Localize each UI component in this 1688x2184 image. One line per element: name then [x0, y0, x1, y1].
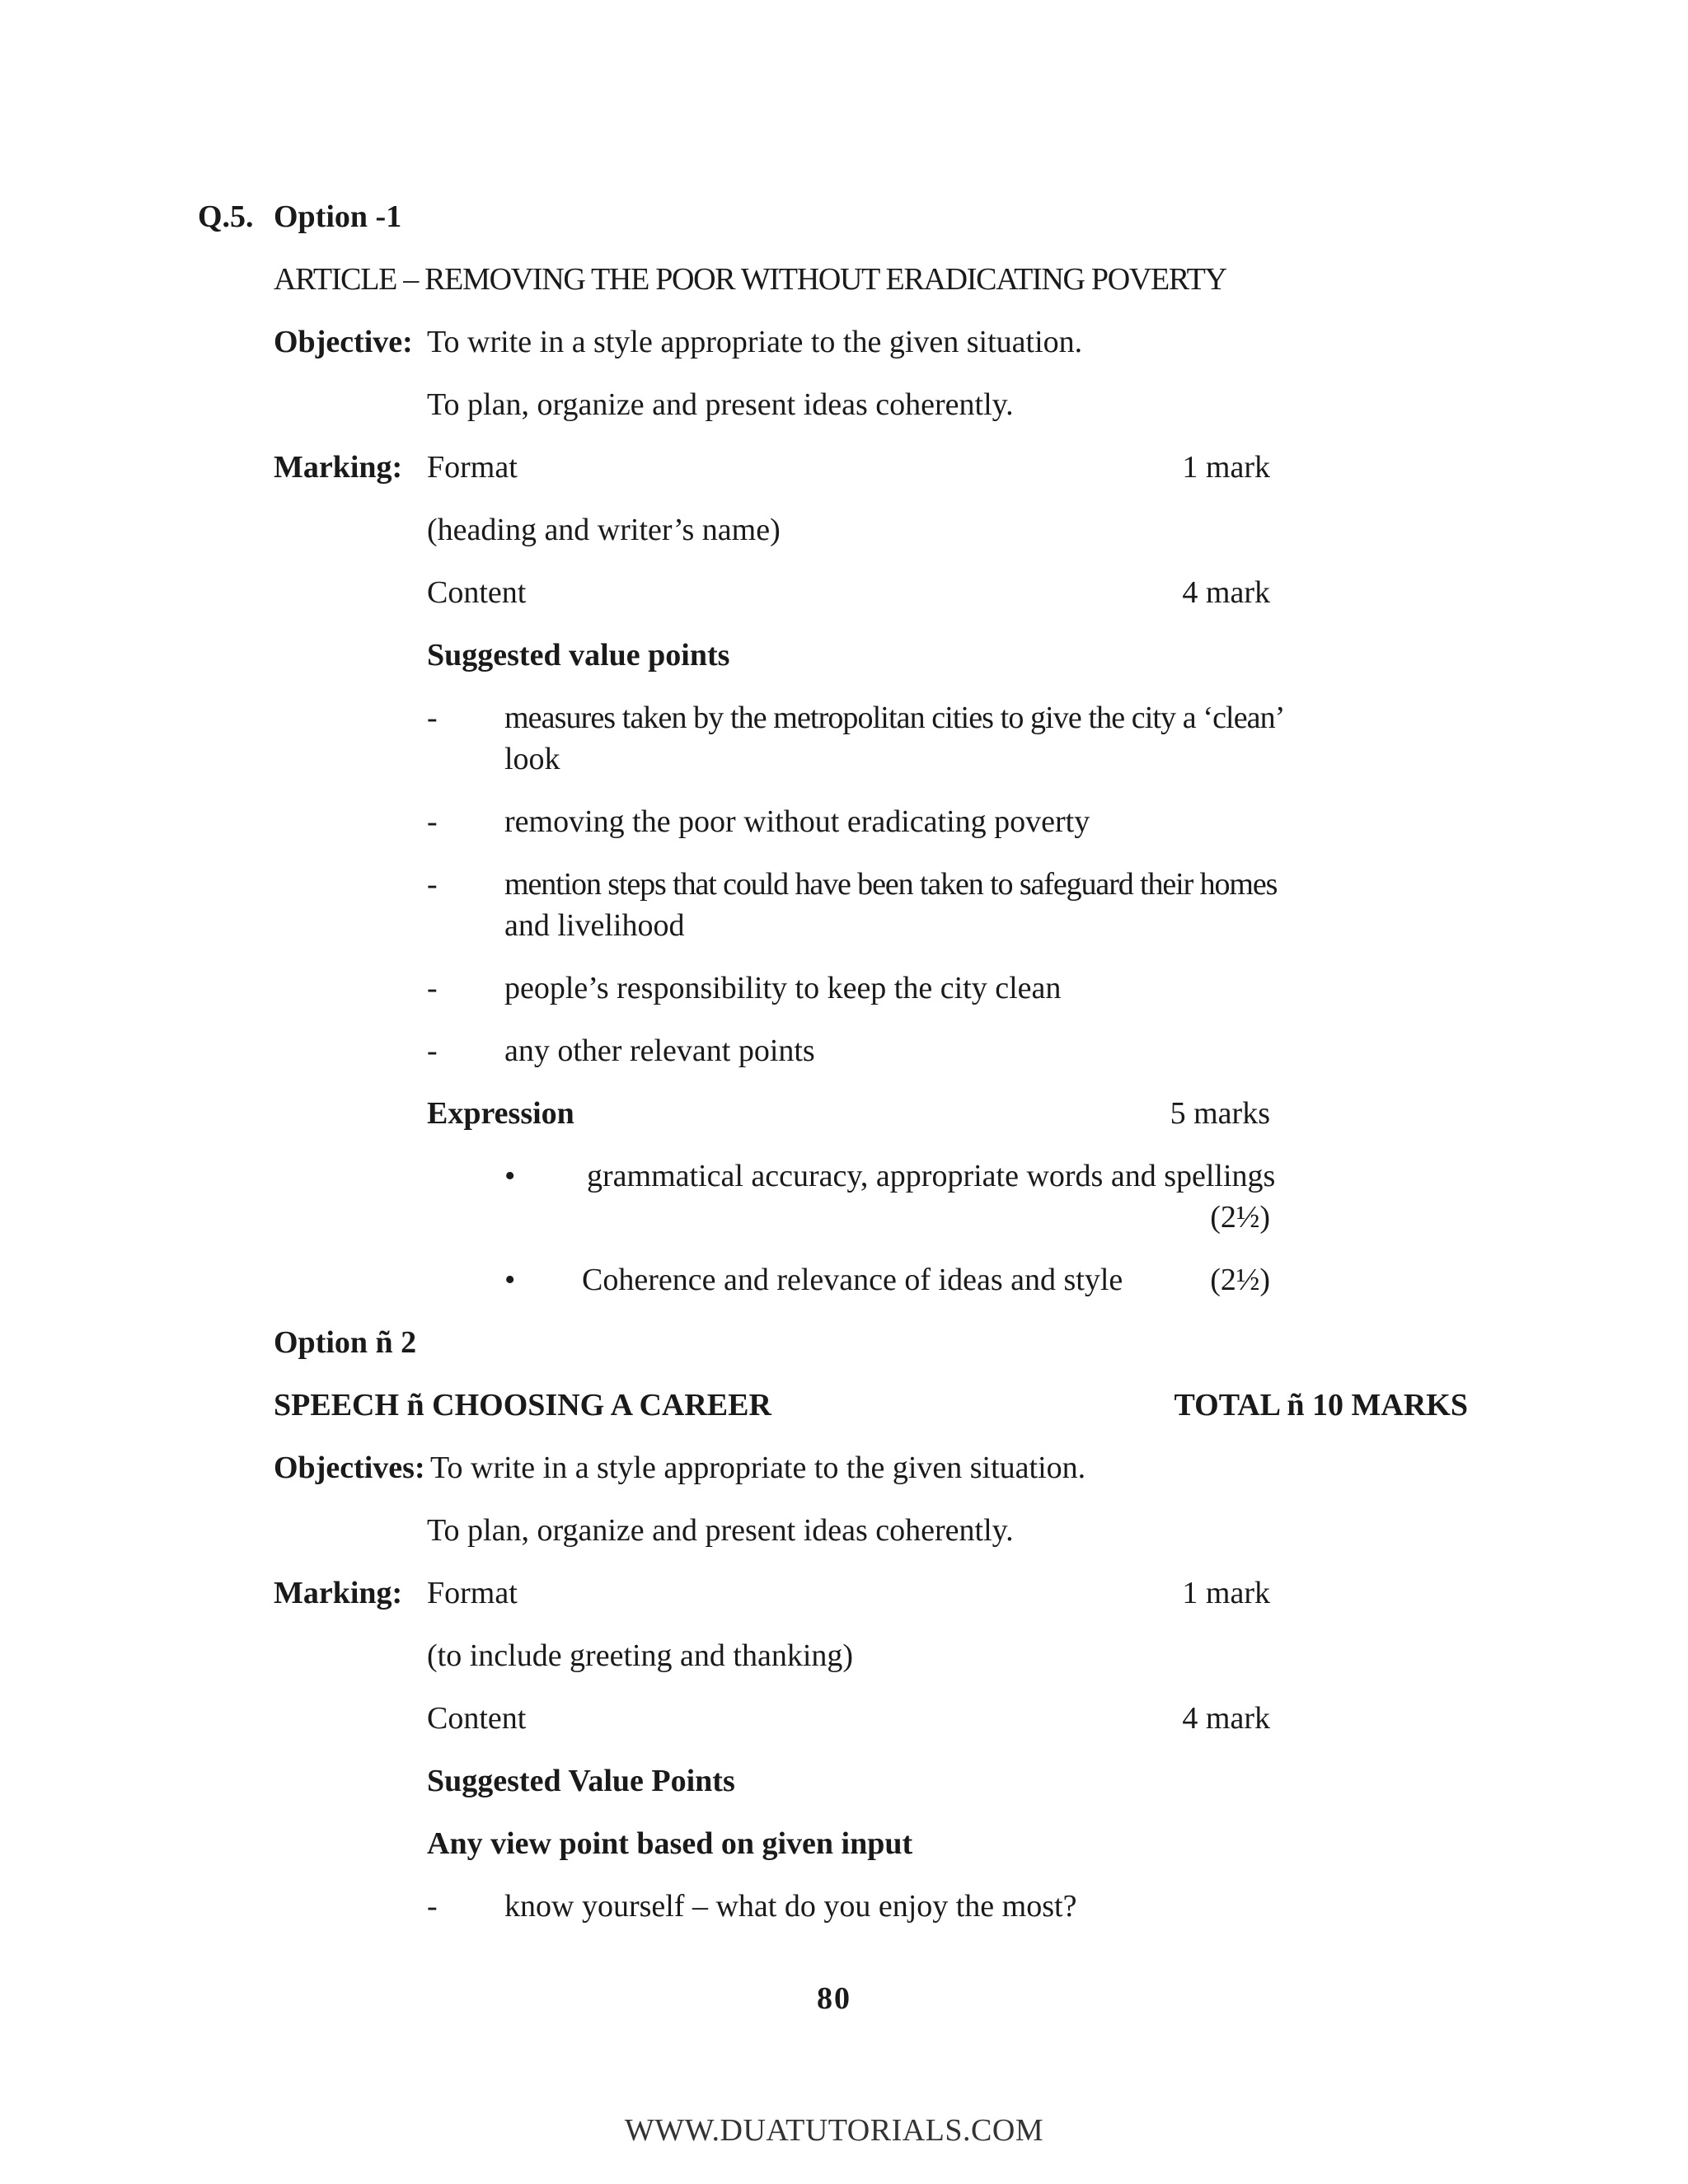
option2-viewpoint-heading: Any view point based on given input — [427, 1826, 913, 1861]
option2-objective-line-2: To plan, organize and present ideas coherently. — [427, 1513, 1014, 1548]
list-item: mention steps that could have been taken to safeguard their homes — [504, 867, 1278, 902]
option1-objective-label: Objective: — [274, 325, 413, 359]
list-bullet: - — [427, 1889, 438, 1924]
page-number: 80 — [817, 1981, 851, 2016]
list-item: any other relevant points — [504, 1033, 815, 1068]
list-bullet: - — [427, 971, 438, 1005]
expression-point-marks: (2½) — [1210, 1200, 1270, 1235]
option1-marking-label: Marking: — [274, 450, 403, 485]
list-item-continued: and livelihood — [504, 908, 685, 943]
option2-format-note: (to include greeting and thanking) — [427, 1638, 854, 1673]
option1-suggested-heading: Suggested value points — [427, 638, 730, 673]
option1-objective-line-1: To write in a style appropriate to the given situation. — [427, 325, 1083, 359]
option1-content-marks: 4 mark — [1182, 575, 1270, 610]
option2-content-label: Content — [427, 1701, 527, 1736]
option2-objective-label: Objectives: — [274, 1451, 425, 1485]
expression-point: Coherence and relevance of ideas and style — [582, 1263, 1123, 1297]
expression-point-marks: (2½) — [1210, 1263, 1270, 1297]
expression-bullet: • — [504, 1159, 516, 1193]
list-bullet: - — [427, 804, 438, 839]
list-item-continued: look — [504, 742, 560, 776]
expression-bullet: • — [504, 1263, 516, 1297]
option2-objective-line-1: To write in a style appropriate to the given situation. — [430, 1451, 1086, 1485]
option2-speech-heading: SPEECH ñ CHOOSING A CAREER — [274, 1388, 771, 1422]
option1-format-label: Format — [427, 450, 518, 485]
option2-content-marks: 4 mark — [1182, 1701, 1270, 1736]
option2-format-marks: 1 mark — [1182, 1576, 1270, 1610]
option1-format-note: (heading and writer’s name) — [427, 513, 781, 547]
question-number: Q.5. — [198, 199, 254, 234]
option1-content-label: Content — [427, 575, 527, 610]
option2-title: Option ñ 2 — [274, 1325, 417, 1360]
list-bullet: - — [427, 867, 438, 902]
list-bullet: - — [427, 701, 438, 735]
expression-point: grammatical accuracy, appropriate words and spellings — [587, 1159, 1276, 1193]
option1-expression-label: Expression — [427, 1096, 574, 1131]
option1-article-heading: ARTICLE – REMOVING THE POOR WITHOUT ERADICATING POVERTY — [274, 262, 1226, 297]
option2-format-label: Format — [427, 1576, 518, 1610]
option2-suggested-heading: Suggested Value Points — [427, 1764, 735, 1798]
option1-title: Option -1 — [274, 199, 402, 234]
option1-format-marks: 1 mark — [1182, 450, 1270, 485]
list-item: measures taken by the metropolitan cities to give the city a ‘clean’ — [504, 701, 1285, 735]
list-item: know yourself – what do you enjoy the most? — [504, 1889, 1077, 1924]
option2-marking-label: Marking: — [274, 1576, 403, 1610]
option1-expression-marks: 5 marks — [1170, 1096, 1270, 1131]
option2-total-marks: TOTAL ñ 10 MARKS — [1174, 1388, 1468, 1422]
list-bullet: - — [427, 1033, 438, 1068]
option1-objective-line-2: To plan, organize and present ideas coherently. — [427, 387, 1014, 422]
list-item: people’s responsibility to keep the city clean — [504, 971, 1062, 1005]
footer-url: WWW.DUATUTORIALS.COM — [624, 2113, 1044, 2148]
list-item: removing the poor without eradicating poverty — [504, 804, 1090, 839]
